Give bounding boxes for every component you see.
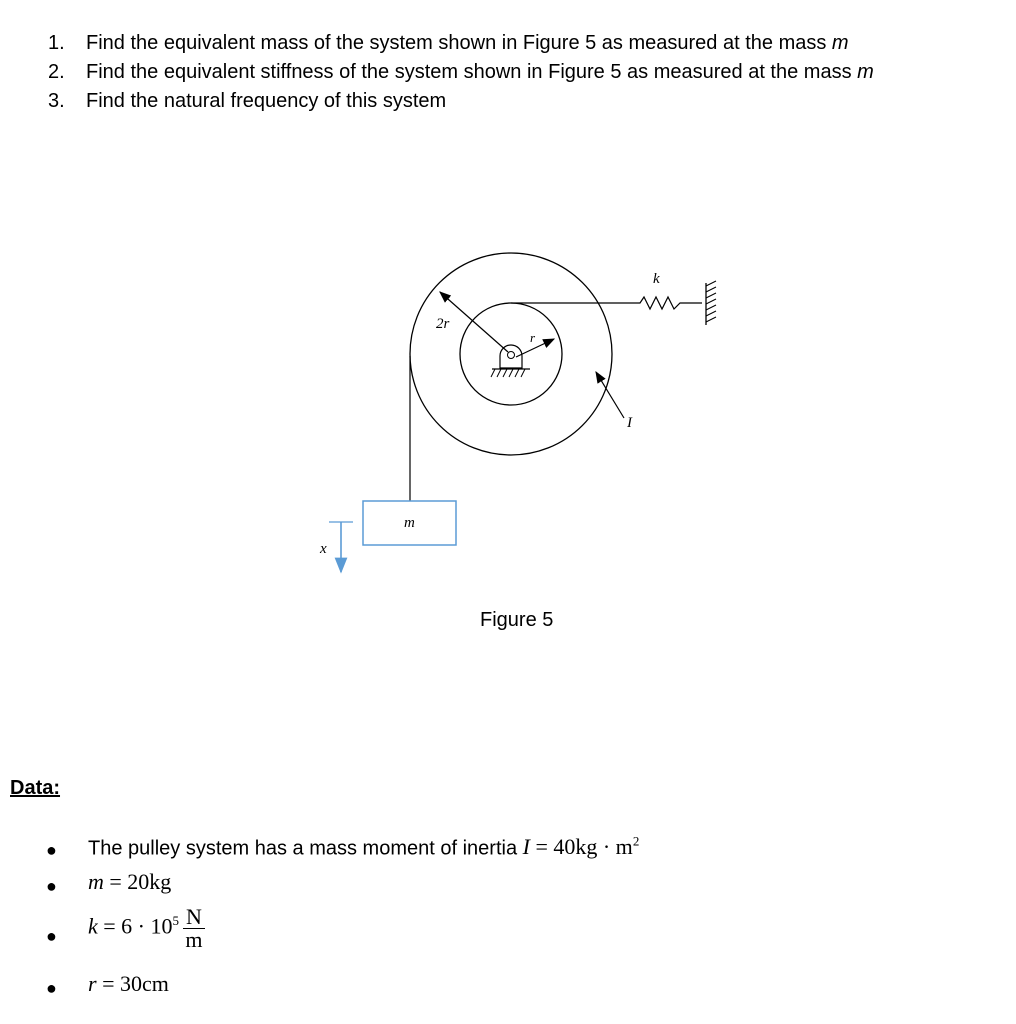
data-item-mass bbox=[88, 869, 171, 895]
data-heading: Data: bbox=[10, 777, 61, 799]
fraction-numerator: N bbox=[183, 906, 205, 929]
label-I: I bbox=[627, 415, 632, 431]
question-var: m bbox=[857, 61, 874, 83]
question-number: 1. bbox=[48, 32, 65, 54]
fraction-denominator: m bbox=[185, 927, 203, 952]
ground-hatch bbox=[491, 369, 525, 377]
spring bbox=[634, 297, 702, 309]
item-text: The pulley system has a mass moment of inertia bbox=[88, 837, 523, 860]
question-number: 2. bbox=[48, 61, 65, 83]
data-item-inertia bbox=[88, 834, 639, 860]
bullet: ● bbox=[46, 876, 57, 896]
item-eq: = 30cm bbox=[96, 971, 169, 996]
label-k: k bbox=[653, 271, 660, 287]
label-r: r bbox=[530, 330, 536, 345]
label-2r: 2r bbox=[436, 316, 450, 332]
inertia-arrow bbox=[596, 372, 624, 418]
item-var: r bbox=[88, 971, 97, 996]
question-text: Find the equivalent stiffness of the system shown in Figure 5 as measured at the mass bbox=[86, 61, 858, 83]
label-m: m bbox=[404, 515, 415, 531]
pivot-pin bbox=[508, 352, 515, 359]
fraction bbox=[183, 906, 205, 951]
item-eq: = 20kg bbox=[103, 869, 172, 894]
figure-caption: Figure 5 bbox=[480, 609, 554, 631]
question-text: Find the equivalent mass of the system shown in Figure 5 as measured at the mass bbox=[86, 32, 832, 54]
question-number: 3. bbox=[48, 90, 65, 112]
item-var: m bbox=[88, 869, 104, 894]
wall-hatch bbox=[706, 281, 716, 322]
item-eq: = 6 · 10 bbox=[97, 913, 173, 939]
bullet: ● bbox=[46, 926, 57, 946]
question-text: Find the natural frequency of this system bbox=[86, 90, 447, 112]
radius-2r-arrow bbox=[440, 292, 508, 352]
item-var: k bbox=[88, 913, 98, 939]
item-eq: = 40kg · m bbox=[529, 834, 633, 860]
item-exp: 2 bbox=[632, 834, 640, 849]
item-exp: 5 bbox=[172, 913, 179, 929]
bullet: ● bbox=[46, 840, 57, 860]
item-var: I bbox=[522, 834, 530, 860]
bullet: ● bbox=[46, 978, 57, 998]
data-item-radius bbox=[88, 971, 169, 997]
label-x: x bbox=[320, 541, 327, 557]
question-var: m bbox=[831, 32, 849, 54]
data-item-stiffness bbox=[88, 906, 205, 951]
